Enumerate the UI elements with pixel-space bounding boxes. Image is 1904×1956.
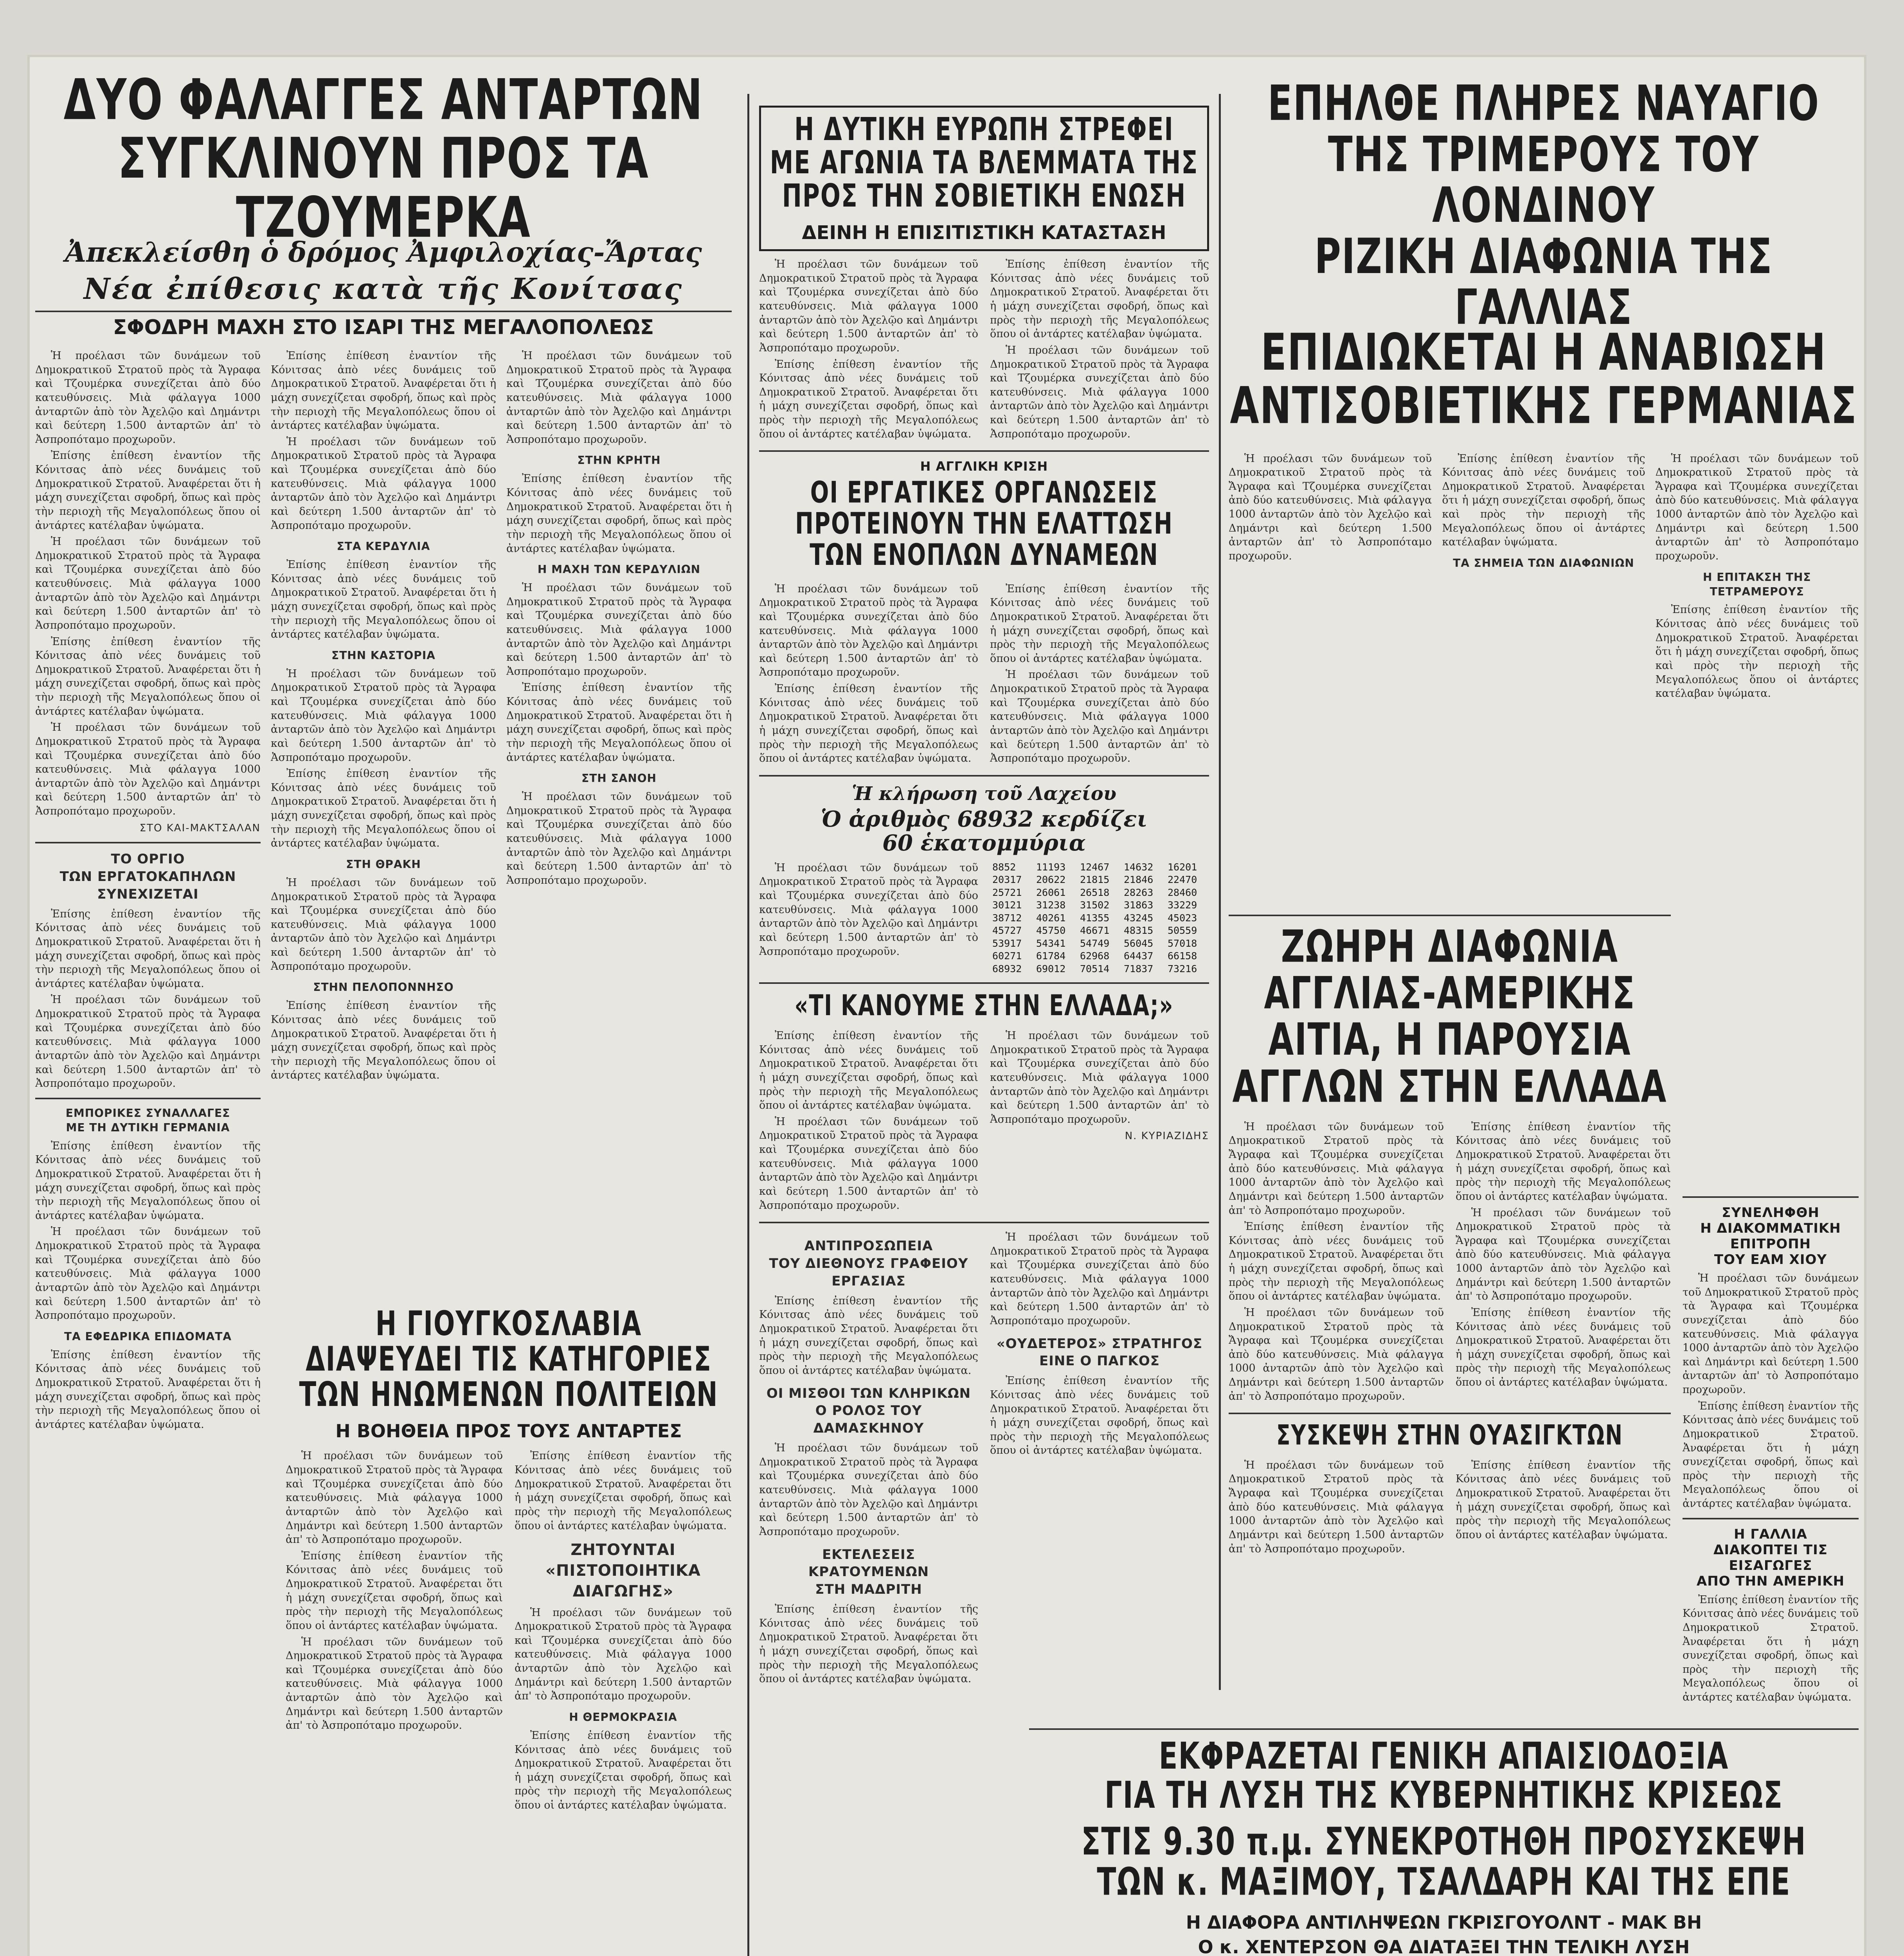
lottery-number: 21815 xyxy=(1080,874,1110,886)
story-column xyxy=(759,257,978,443)
headline-line: ΑΓΓΛΙΑΣ-ΑΜΕΡΙΚΗΣ xyxy=(1264,967,1636,1019)
story-column xyxy=(990,582,1209,768)
story-column xyxy=(1683,1593,1859,1704)
divider xyxy=(759,1222,1209,1223)
headline-line: ΤΗΣ ΤΡΙΜΕΡΟΥΣ ΤΟΥ ΛΟΝΔΙΝΟΥ xyxy=(1328,126,1760,234)
lottery-number: 48315 xyxy=(1124,925,1154,937)
lottery-number: 21846 xyxy=(1124,874,1154,886)
lottery-number: 66158 xyxy=(1168,950,1197,962)
story-column xyxy=(759,582,978,768)
paragraph: Ἡ προέλασι τῶν δυνάμεων τοῦ Δημοκρατικοῦ Στρατοῦ πρὸς τὰ Ἄγραφα καὶ Τζουμέρκα συνεχίζεται ἀπὸ δύο κατευθύνσεις. Μιὰ φάλαγγα 1000 ἀνταρτῶν ἀπὸ τὸν Ἀχελῷο καὶ Δημάντρι καὶ δεύτερη 1.500 ἀνταρτῶν ἀπ' τὸ Ἀσπροπόταμο προχωροῦν. xyxy=(271,667,496,764)
heading-line: Ο ΡΟΛΟΣ ΤΟΥ ΔΑΜΑΣΚΗΝΟΥ xyxy=(813,1403,924,1436)
paragraph: Ἡ προέλασι τῶν δυνάμεων τοῦ Δημοκρατικοῦ Στρατοῦ πρὸς τὰ Ἄγραφα καὶ Τζουμέρκα συνεχίζεται ἀπὸ δύο κατευθύνσεις. Μιὰ φάλαγγα 1000 ἀνταρτῶν ἀπὸ τὸν Ἀχελῷο καὶ Δημάντρι καὶ δεύτερη 1.500 ἀνταρτῶν ἀπ' τὸ Ἀσπροπόταμο προχωροῦν. xyxy=(759,582,978,679)
paragraph: Ἡ προέλασι τῶν δυνάμεων τοῦ Δημοκρατικοῦ Στρατοῦ πρὸς τὰ Ἄγραφα καὶ Τζουμέρκα συνεχίζεται ἀπὸ δύο κατευθύνσεις. Μιὰ φάλαγγα 1000 ἀνταρτῶν ἀπὸ τὸν Ἀχελῷο καὶ Δημάντρι καὶ δεύτερη 1.500 ἀνταρτῶν ἀπ' τὸ Ἀσπροπόταμο προχωροῦν. xyxy=(1456,1206,1671,1303)
paragraph: Ἡ προέλασι τῶν δυνάμεων τοῦ Δημοκρατικοῦ Στρατοῦ πρὸς τὰ Ἄγραφα καὶ Τζουμέρκα συνεχίζεται ἀπὸ δύο κατευθύνσεις. Μιὰ φάλαγγα 1000 ἀνταρτῶν ἀπὸ τὸν Ἀχελῷο καὶ Δημάντρι καὶ δεύτερη 1.500 ἀνταρτῶν ἀπ' τὸ Ἀσπροπόταμο προχωροῦν. xyxy=(990,1030,1209,1125)
headline-line: ΑΓΓΛΩΝ ΣΤΗΝ ΕΛΛΑΔΑ xyxy=(1232,1060,1667,1112)
laxeio-body xyxy=(759,861,1209,976)
paragraph: Ἐπίσης ἐπίθεση ἐναντίον τῆς Κόνιτσας ἀπὸ νέες δυνάμεις τοῦ Δημοκρατικοῦ Στρατοῦ. Ἀναφέρεται ὅτι ἡ μάχη συνεχίζεται σφοδρή, ὅπως καὶ πρὸς τὴν περιοχὴ τῆς Μεγαλοπόλεως ὅπου οἱ ἀντάρτες κατέλαβαν ὑψώματα. xyxy=(759,683,978,765)
left-banner: ΣΦΟΔΡΗ ΜΑΧΗ ΣΤΟ ΙΣΑΡΙ ΤΗΣ ΜΕΓΑΛΟΠΟΛΕΩΣ xyxy=(35,311,732,340)
section-heading: ΤΑ ΕΦΕΔΡΙΚΑ ΕΠΙΔΟΜΑΤΑ xyxy=(64,1330,232,1343)
paragraph: Ἐπίσης ἐπίθεση ἐναντίον τῆς Κόνιτσας ἀπὸ νέες δυνάμεις τοῦ Δημοκρατικοῦ Στρατοῦ. Ἀναφέρεται ὅτι ἡ μάχη συνεχίζεται σφοδρή, ὅπως καὶ πρὸς τὴν περιοχὴ τῆς Μεγαλοπόλεως ὅπου οἱ ἀντάρτες κατέλαβαν ὑψώματα. xyxy=(286,1550,503,1632)
divider xyxy=(759,775,1209,777)
headline-line: ΜΕ ΑΓΩΝΙΑ ΤΑ ΒΛΕΜΜΑΤΑ ΤΗΣ xyxy=(770,144,1199,182)
paragraph: Ἡ προέλασι τῶν δυνάμεων τοῦ Δημοκρατικοῦ Στρατοῦ πρὸς τὰ Ἄγραφα καὶ Τζουμέρκα συνεχίζεται ἀπὸ δύο κατευθύνσεις. Μιὰ φάλαγγα 1000 ἀνταρτῶν ἀπὸ τὸν Ἀχελῷο καὶ Δημάντρι καὶ δεύτερη 1.500 ἀνταρτῶν ἀπ' τὸ Ἀσπροπόταμο προχωροῦν. xyxy=(1229,1459,1444,1555)
paragraph: Ἐπίσης ἐπίθεση ἐναντίον τῆς Κόνιτσας ἀπὸ νέες δυνάμεις τοῦ Δημοκρατικοῦ Στρατοῦ. Ἀναφέρεται ὅτι ἡ μάχη συνεχίζεται σφοδρή, ὅπως καὶ πρὸς τὴν περιοχὴ τῆς Μεγαλοπόλεως ὅπου οἱ ἀντάρτες κατέλαβαν ὑψώματα. xyxy=(35,1140,261,1222)
paragraph: Ἐπίσης ἐπίθεση ἐναντίον τῆς Κόνιτσας ἀπὸ νέες δυνάμεις τοῦ Δημοκρατικοῦ Στρατοῦ. Ἀναφέρεται ὅτι ἡ μάχη συνεχίζεται σφοδρή, ὅπως καὶ πρὸς τὴν περιοχὴ τῆς Μεγαλοπόλεως ὅπου οἱ ἀντάρτες κατέλαβαν ὑψώματα. xyxy=(990,1375,1209,1457)
section-heading: ΣΤΗΝ ΚΡΗΤΗ xyxy=(577,454,661,467)
lottery-number: 26518 xyxy=(1080,886,1110,898)
lottery-number: 20622 xyxy=(1036,874,1066,886)
divider xyxy=(759,450,1209,452)
right-narrow-column xyxy=(1683,1189,1859,1707)
story-column xyxy=(35,349,261,1483)
middle-columns xyxy=(759,257,1209,443)
paragraph: Ἡ προέλασι τῶν δυνάμεων τοῦ Δημοκρατικοῦ Στρατοῦ πρὸς τὰ Ἄγραφα καὶ Τζουμέρκα συνεχίζεται ἀπὸ δύο κατευθύνσεις. Μιὰ φάλαγγα 1000 ἀνταρτῶν ἀπὸ τὸν Ἀχελῷο καὶ Δημάντρι καὶ δεύτερη 1.500 ἀνταρτῶν ἀπ' τὸ Ἀσπροπόταμο προχωροῦν. xyxy=(35,1226,261,1322)
section-heading xyxy=(759,1546,978,1599)
story-column xyxy=(286,1449,503,1814)
paragraph: Ἡ προέλασι τῶν δυνάμεων τοῦ Δημοκρατικοῦ Στρατοῦ πρὸς τὰ Ἄγραφα καὶ Τζουμέρκα συνεχίζεται ἀπὸ δύο κατευθύνσεις. Μιὰ φάλαγγα 1000 ἀνταρτῶν ἀπὸ τὸν Ἀχελῷο καὶ Δημάντρι καὶ δεύτερη 1.500 ἀνταρτῶν ἀπ' τὸ Ἀσπροπόταμο προχωροῦν. xyxy=(286,1636,503,1732)
lottery-number: 64437 xyxy=(1124,950,1154,962)
synelefsi-heading xyxy=(1683,1205,1859,1267)
divider xyxy=(35,842,261,843)
heading-line: ΕΜΠΟΡΙΚΕΣ ΣΥΝΑΛΛΑΓΕΣ xyxy=(65,1106,230,1120)
heading-line: ΤΟΥ ΔΙΕΘΝΟΥΣ ΓΡΑΦΕΙΟΥ xyxy=(769,1256,968,1271)
lottery-number: 38712 xyxy=(992,912,1022,924)
heading-line: ΑΝΤΙΠΡΟΣΩΠΕΙΑ xyxy=(804,1238,933,1254)
lottery-number: 28263 xyxy=(1124,886,1154,898)
paragraph: Ἐπίσης ἐπίθεση ἐναντίον τῆς Κόνιτσας ἀπὸ νέες δυνάμεις τοῦ Δημοκρατικοῦ Στρατοῦ. Ἀναφέρεται ὅτι ἡ μάχη συνεχίζεται σφοδρή, ὅπως καὶ πρὸς τὴν περιοχὴ τῆς Μεγαλοπόλεως ὅπου οἱ ἀντάρτες κατέλαβαν ὑψώματα. xyxy=(1456,1459,1671,1541)
paragraph: Ἐπίσης ἐπίθεση ἐναντίον τῆς Κόνιτσας ἀπὸ νέες δυνάμεις τοῦ Δημοκρατικοῦ Στρατοῦ. Ἀναφέρεται ὅτι ἡ μάχη συνεχίζεται σφοδρή, ὅπως καὶ πρὸς τὴν περιοχὴ τῆς Μεγαλοπόλεως ὅπου οἱ ἀντάρτες κατέλαβαν ὑψώματα. xyxy=(759,1603,978,1685)
paragraph: Ἡ προέλασι τῶν δυνάμεων τοῦ Δημοκρατικοῦ Στρατοῦ πρὸς τὰ Ἄγραφα καὶ Τζουμέρκα συνεχίζεται ἀπὸ δύο κατευθύνσεις. Μιὰ φάλαγγα 1000 ἀνταρτῶν ἀπὸ τὸν Ἀχελῷο καὶ Δημάντρι καὶ δεύτερη 1.500 ἀνταρτῶν ἀπ' τὸ Ἀσπροπόταμο προχωροῦν. xyxy=(759,258,978,354)
lottery-number: 50559 xyxy=(1168,925,1197,937)
paragraph: Ἡ προέλασι τῶν δυνάμεων τοῦ Δημοκρατικοῦ Στρατοῦ πρὸς τὰ Ἄγραφα καὶ Τζουμέρκα συνεχίζεται ἀπὸ δύο κατευθύνσεις. Μιὰ φάλαγγα 1000 ἀνταρτῶν ἀπὸ τὸν Ἀχελῷο καὶ Δημάντρι καὶ δεύτερη 1.500 ἀνταρτῶν ἀπ' τὸ Ἀσπροπόταμο προχωροῦν. xyxy=(515,1606,732,1703)
lottery-row xyxy=(990,950,1209,963)
lottery-number: 26061 xyxy=(1036,886,1066,898)
lottery-number: 61784 xyxy=(1036,950,1066,962)
crisis-headline xyxy=(1029,1734,1859,1817)
lottery-number: 12467 xyxy=(1080,861,1110,873)
signature: ΣΤΟ ΚΑΙ-ΜΑΚΤΣΑΛΑΝ xyxy=(139,822,261,834)
right-section xyxy=(1229,55,1859,1956)
lottery-number: 45727 xyxy=(992,925,1022,937)
story-column xyxy=(759,1230,978,1688)
story-column xyxy=(1656,452,1859,703)
paragraph: Ἡ προέλασι τῶν δυνάμεων τοῦ Δημοκρατικοῦ Στρατοῦ πρὸς τὰ Ἄγραφα καὶ Τζουμέρκα συνεχίζεται ἀπὸ δύο κατευθύνσεις. Μιὰ φάλαγγα 1000 ἀνταρτῶν ἀπὸ τὸν Ἀχελῷο καὶ Δημάντρι καὶ δεύτερη 1.500 ἀνταρτῶν ἀπ' τὸ Ἀσπροπόταμο προχωροῦν. xyxy=(1229,1120,1444,1217)
right-headline-2 xyxy=(1229,322,1859,435)
lottery-number: 54341 xyxy=(1036,937,1066,949)
paragraph: Ἐπίσης ἐπίθεση ἐναντίον τῆς Κόνιτσας ἀπὸ νέες δυνάμεις τοῦ Δημοκρατικοῦ Στρατοῦ. Ἀναφέρεται ὅτι ἡ μάχη συνεχίζεται σφοδρή, ὅπως καὶ πρὸς τὴν περιοχὴ τῆς Μεγαλοπόλεως ὅπου οἱ ἀντάρτες κατέλαβαν ὑψώματα. xyxy=(271,1000,496,1082)
lottery-number: 45023 xyxy=(1168,912,1197,924)
story-column xyxy=(1442,452,1645,703)
section-heading: ΣΤΗΝ ΚΑΣΤΟΡΙΑ xyxy=(331,649,436,662)
heading-line: «ΟΥΔΕΤΕΡΟΣ» ΣΤΡΑΤΗΓΟΣ xyxy=(996,1336,1203,1352)
divider xyxy=(1229,915,1671,916)
lottery-number: 31863 xyxy=(1124,899,1154,911)
story-column xyxy=(759,861,978,976)
heading-line: ΔΙΑΚΟΠΤΕΙ ΤΙΣ ΕΙΣΑΓΩΓΕΣ xyxy=(1713,1542,1828,1573)
heading-line: ΜΕ ΤΗ ΔΥΤΙΚΗ ΓΕΡΜΑΝΙΑ xyxy=(66,1121,230,1134)
lottery-number: 46671 xyxy=(1080,925,1110,937)
paragraph: Ἡ προέλασι τῶν δυνάμεων τοῦ Δημοκρατικοῦ Στρατοῦ πρὸς τὰ Ἄγραφα καὶ Τζουμέρκα συνεχίζεται ἀπὸ δύο κατευθύνσεις. Μιὰ φάλαγγα 1000 ἀνταρτῶν ἀπὸ τὸν Ἀχελῷο καὶ Δημάντρι καὶ δεύτερη 1.500 ἀνταρτῶν ἀπ' τὸ Ἀσπροπόταμο προχωροῦν. xyxy=(1683,1272,1859,1396)
lottery-number: 69012 xyxy=(1036,963,1066,974)
lottery-number: 33229 xyxy=(1168,899,1197,911)
lottery-number: 71837 xyxy=(1124,963,1154,974)
section-heading: ΤΑ ΣΗΜΕΙΑ ΤΩΝ ΔΙΑΦΩΝΙΩΝ xyxy=(1453,556,1634,570)
heading-line: ΕΡΓΑΣΙΑΣ xyxy=(831,1273,906,1289)
divider xyxy=(1229,1413,1671,1414)
lottery-number: 57018 xyxy=(1168,937,1197,949)
paragraph: Ἡ προέλασι τῶν δυνάμεων τοῦ Δημοκρατικοῦ Στρατοῦ πρὸς τὰ Ἄγραφα καὶ Τζουμέρκα συνεχίζεται ἀπὸ δύο κατευθύνσεις. Μιὰ φάλαγγα 1000 ἀνταρτῶν ἀπὸ τὸν Ἀχελῷο καὶ Δημάντρι καὶ δεύτερη 1.500 ἀνταρτῶν ἀπ' τὸ Ἀσπροπόταμο προχωροῦν. xyxy=(506,350,732,446)
gallia-heading xyxy=(1683,1526,1859,1589)
heading-line: ΕΚΤΕΛΕΣΕΙΣ xyxy=(822,1546,915,1562)
story-column xyxy=(990,257,1209,443)
yugoslavia-banner: Η ΒΟΗΘΕΙΑ ΠΡΟΣ ΤΟΥΣ ΑΝΤΑΡΤΕΣ xyxy=(335,1420,682,1442)
newspaper-page xyxy=(27,55,1866,1956)
left-headline-line: ΣΥΓΚΛΙΝΟΥΝ ΠΡΟΣ ΤΑ ΤΖΟΥΜΕΡΚΑ xyxy=(118,126,649,250)
lottery-number: 22470 xyxy=(1168,874,1197,886)
paragraph: Ἐπίσης ἐπίθεση ἐναντίον τῆς Κόνιτσας ἀπὸ νέες δυνάμεις τοῦ Δημοκρατικοῦ Στρατοῦ. Ἀναφέρεται ὅτι ἡ μάχη συνεχίζεται σφοδρή, ὅπως καὶ πρὸς τὴν περιοχὴ τῆς Μεγαλοπόλεως ὅπου οἱ ἀντάρτες κατέλαβαν ὑψώματα. xyxy=(1229,1221,1444,1303)
paragraph: Ἐπίσης ἐπίθεση ἐναντίον τῆς Κόνιτσας ἀπὸ νέες δυνάμεις τοῦ Δημοκρατικοῦ Στρατοῦ. Ἀναφέρεται ὅτι ἡ μάχη συνεχίζεται σφοδρή, ὅπως καὶ πρὸς τὴν περιοχὴ τῆς Μεγαλοπόλεως ὅπου οἱ ἀντάρτες κατέλαβαν ὑψώματα. xyxy=(515,1729,732,1812)
section-heading: ΣΤΗ ΣΑΝΟΗ xyxy=(581,772,657,785)
paragraph: Ἡ προέλασι τῶν δυνάμεων τοῦ Δημοκρατικοῦ Στρατοῦ πρὸς τὰ Ἄγραφα καὶ Τζουμέρκα συνεχίζεται ἀπὸ δύο κατευθύνσεις. Μιὰ φάλαγγα 1000 ἀνταρτῶν ἀπὸ τὸν Ἀχελῷο καὶ Δημάντρι καὶ δεύτερη 1.500 ἀνταρτῶν ἀπ' τὸ Ἀσπροπόταμο προχωροῦν. xyxy=(1229,1306,1444,1402)
paragraph: Ἐπίσης ἐπίθεση ἐναντίον τῆς Κόνιτσας ἀπὸ νέες δυνάμεις τοῦ Δημοκρατικοῦ Στρατοῦ. Ἀναφέρεται ὅτι ἡ μάχη συνεχίζεται σφοδρή, ὅπως καὶ πρὸς τὴν περιοχὴ τῆς Μεγαλοπόλεως ὅπου οἱ ἀντάρτες κατέλαβαν ὑψώματα. xyxy=(35,908,261,990)
paragraph: Ἐπίσης ἐπίθεση ἐναντίον τῆς Κόνιτσας ἀπὸ νέες δυνάμεις τοῦ Δημοκρατικοῦ Στρατοῦ. Ἀναφέρεται ὅτι ἡ μάχη συνεχίζεται σφοδρή, ὅπως καὶ πρὸς τὴν περιοχὴ τῆς Μεγαλοπόλεως ὅπου οἱ ἀντάρτες κατέλαβαν ὑψώματα. xyxy=(271,768,496,850)
headline-line: ΟΙ ΕΡΓΑΤΙΚΕΣ ΟΡΓΑΝΩΣΕΙΣ xyxy=(810,475,1158,510)
section-heading: Η ΕΠΙΤΑΚΣΗ ΤΗΣ ΤΕΤΡΑΜΕΡΟΥΣ xyxy=(1703,570,1811,598)
section-heading xyxy=(515,1540,732,1602)
paragraph: Ἐπίσης ἐπίθεση ἐναντίον τῆς Κόνιτσας ἀπὸ νέες δυνάμεις τοῦ Δημοκρατικοῦ Στρατοῦ. Ἀναφέρεται ὅτι ἡ μάχη συνεχίζεται σφοδρή, ὅπως καὶ πρὸς τὴν περιοχὴ τῆς Μεγαλοπόλεως ὅπου οἱ ἀντάρτες κατέλαβαν ὑψώματα. xyxy=(1655,604,1859,700)
story-column xyxy=(1229,452,1432,703)
lottery-row xyxy=(990,886,1209,899)
heading-line: Η ΓΑΛΛΙΑ xyxy=(1734,1526,1807,1542)
headline-line: ΕΠΗΛΘΕ ΠΛΗΡΕΣ ΝΑΥΑΓΙΟ xyxy=(1267,75,1820,132)
paragraph: Ἐπίσης ἐπίθεση ἐναντίον τῆς Κόνιτσας ἀπὸ νέες δυνάμεις τοῦ Δημοκρατικοῦ Στρατοῦ. Ἀναφέρεται ὅτι ἡ μάχη συνεχίζεται σφοδρή, ὅπως καὶ πρὸς τὴν περιοχὴ τῆς Μεγαλοπόλεως ὅπου οἱ ἀντάρτες κατέλαβαν ὑψώματα. xyxy=(759,1030,978,1112)
crisis-line: Ο κ. ΧΕΝΤΕΡΣΟΝ ΘΑ ΔΙΑΤΑΞΕΙ ΤΗΝ ΤΕΛΙΚΗ ΛΥΣΗ xyxy=(1198,1936,1690,1956)
paragraph: Ἡ προέλασι τῶν δυνάμεων τοῦ Δημοκρατικοῦ Στρατοῦ πρὸς τὰ Ἄγραφα καὶ Τζουμέρκα συνεχίζεται ἀπὸ δύο κατευθύνσεις. Μιὰ φάλαγγα 1000 ἀνταρτῶν ἀπὸ τὸν Ἀχελῷο καὶ Δημάντρι καὶ δεύτερη 1.500 ἀνταρτῶν ἀπ' τὸ Ἀσπροπόταμο προχωροῦν. xyxy=(286,1450,503,1546)
zoiri-headline xyxy=(1229,920,1671,1112)
paragraph: Ἡ προέλασι τῶν δυνάμεων τοῦ Δημοκρατικοῦ Στρατοῦ πρὸς τὰ Ἄγραφα καὶ Τζουμέρκα συνεχίζεται ἀπὸ δύο κατευθύνσεις. Μιὰ φάλαγγα 1000 ἀνταρτῶν ἀπὸ τὸν Ἀχελῷο καὶ Δημάντρι καὶ δεύτερη 1.500 ἀνταρτῶν ἀπ' τὸ Ἀσπροπόταμο προχωροῦν. xyxy=(271,435,496,532)
lottery-number: 60271 xyxy=(992,950,1022,962)
lottery-number: 14632 xyxy=(1124,861,1154,873)
lottery-number: 62968 xyxy=(1080,950,1110,962)
lottery-number: 25721 xyxy=(992,886,1022,898)
headline-line: ΔΙΑΨΕΥΔΕΙ ΤΙΣ ΚΑΤΗΓΟΡΙΕΣ xyxy=(306,1340,712,1379)
section-heading xyxy=(35,850,261,903)
syskepsi-headline: ΣΥΣΚΕΨΗ ΣΤΗΝ ΟΥΑΣΙΓΚΤΩΝ xyxy=(1276,1420,1623,1452)
paragraph: Ἐπίσης ἐπίθεση ἐναντίον τῆς Κόνιτσας ἀπὸ νέες δυνάμεις τοῦ Δημοκρατικοῦ Στρατοῦ. Ἀναφέρεται ὅτι ἡ μάχη συνεχίζεται σφοδρή, ὅπως καὶ πρὸς τὴν περιοχὴ τῆς Μεγαλοπόλεως ὅπου οἱ ἀντάρτες κατέλαβαν ὑψώματα. xyxy=(35,1348,261,1431)
lottery-number: 31238 xyxy=(1036,899,1066,911)
headline-line: ΓΙΑ ΤΗ ΛΥΣΗ ΤΗΣ ΚΥΒΕΡΝΗΤΙΚΗΣ ΚΡΙΣΕΩΣ xyxy=(1105,1773,1783,1817)
left-section xyxy=(35,55,732,1956)
paragraph: Ἡ προέλασι τῶν δυνάμεων τοῦ Δημοκρατικοῦ Στρατοῦ πρὸς τὰ Ἄγραφα καὶ Τζουμέρκα συνεχίζεται ἀπὸ δύο κατευθύνσεις. Μιὰ φάλαγγα 1000 ἀνταρτῶν ἀπὸ τὸν Ἀχελῷο καὶ Δημάντρι καὶ δεύτερη 1.500 ἀνταρτῶν ἀπ' τὸ Ἀσπροπόταμο προχωροῦν. xyxy=(759,1442,978,1538)
paragraph: Ἐπίσης ἐπίθεση ἐναντίον τῆς Κόνιτσας ἀπὸ νέες δυνάμεις τοῦ Δημοκρατικοῦ Στρατοῦ. Ἀναφέρεται ὅτι ἡ μάχη συνεχίζεται σφοδρή, ὅπως καὶ πρὸς τὴν περιοχὴ τῆς Μεγαλοπόλεως ὅπου οἱ ἀντάρτες κατέλαβαν ὑψώματα. xyxy=(35,635,261,717)
story-column xyxy=(1683,1271,1859,1511)
paragraph: Ἐπίσης ἐπίθεση ἐναντίον τῆς Κόνιτσας ἀπὸ νέες δυνάμεις τοῦ Δημοκρατικοῦ Στρατοῦ. Ἀναφέρεται ὅτι ἡ μάχη συνεχίζεται σφοδρή, ὅπως καὶ πρὸς τὴν περιοχὴ τῆς Μεγαλοπόλεως ὅπου οἱ ἀντάρτες κατέλαβαν ὑψώματα. xyxy=(271,350,496,432)
left-subhead: Ἀπεκλείσθη ὁ δρόμος Ἀμφιλοχίας-Ἄρτας xyxy=(65,236,702,268)
heading-line: Η ΔΙΑΚΟΜΜΑΤΙΚΗ ΕΠΙΤΡΟΠΗ xyxy=(1700,1221,1841,1252)
headline-line: ΑΝΤΙΣΟΒΙΕΤΙΚΗΣ ΓΕΡΜΑΝΙΑΣ xyxy=(1230,376,1857,435)
lottery-number: 43245 xyxy=(1124,912,1154,924)
middle-headline-box xyxy=(759,106,1209,251)
paragraph: Ἐπίσης ἐπίθεση ἐναντίον τῆς Κόνιτσας ἀπὸ νέες δυνάμεις τοῦ Δημοκρατικοῦ Στρατοῦ. Ἀναφέρεται ὅτι ἡ μάχη συνεχίζεται σφοδρή, ὅπως καὶ πρὸς τὴν περιοχὴ τῆς Μεγαλοπόλεως ὅπου οἱ ἀντάρτες κατέλαβαν ὑψώματα. xyxy=(1456,1306,1671,1388)
heading-line: ΟΙ ΜΙΣΘΟΙ ΤΩΝ ΚΛΗΡΙΚΩΝ xyxy=(766,1385,971,1401)
lottery-number: 53917 xyxy=(992,937,1022,949)
lottery-number: 28460 xyxy=(1168,886,1197,898)
lottery-row xyxy=(990,924,1209,937)
heading-line: ΣΥΝΕΛΗΦΘΗ xyxy=(1722,1205,1819,1221)
heading-line: ΤΩΝ ΕΡΓΑΤΟΚΑΠΗΛΩΝ xyxy=(59,868,236,885)
headline-line: ΡΙΖΙΚΗ ΔΙΑΦΩΝΙΑ ΤΗΣ ΓΑΛΛΙΑΣ xyxy=(1314,228,1773,336)
heading-line: ΑΠΟ ΤΗΝ ΑΜΕΡΙΚΗ xyxy=(1696,1573,1845,1589)
headline-line: ΤΩΝ ΗΝΩΜΕΝΩΝ ΠΟΛΙΤΕΙΩΝ xyxy=(299,1375,718,1415)
crisis-line: Η ΔΙΑΦΟΡΑ ΑΝΤΙΛΗΨΕΩΝ ΓΚΡΙΣΓΟΥΟΛΝΤ - ΜΑΚ ΒΗ xyxy=(1186,1912,1702,1933)
lottery-number: 41355 xyxy=(1080,912,1110,924)
zoiri-columns xyxy=(1229,1120,1671,1406)
headline-line: ΖΩΗΡΗ ΔΙΑΦΩΝΙΑ xyxy=(1281,920,1619,973)
paragraph: Ἐπίσης ἐπίθεση ἐναντίον τῆς Κόνιτσας ἀπὸ νέες δυνάμεις τοῦ Δημοκρατικοῦ Στρατοῦ. Ἀναφέρεται ὅτι ἡ μάχη συνεχίζεται σφοδρή, ὅπως καὶ πρὸς τὴν περιοχὴ τῆς Μεγαλοπόλεως ὅπου οἱ ἀντάρτες κατέλαβαν ὑψώματα. xyxy=(990,258,1209,340)
banner-line: Ὁ ἀριθμὸς 68932 κερδίζει xyxy=(821,806,1148,832)
section-heading: ΣΤΗ ΘΡΑΚΗ xyxy=(346,858,421,871)
lottery-number: 73216 xyxy=(1168,963,1197,974)
lottery-row xyxy=(990,861,1209,874)
section-heading xyxy=(990,1335,1209,1370)
middle-bottom-columns xyxy=(759,1230,1209,1688)
divider xyxy=(35,1098,261,1099)
middle-banner: ΔΕΙΝΗ Η ΕΠΙΣΙΤΙΣΤΙΚΗ ΚΑΤΑΣΤΑΣΗ xyxy=(802,222,1166,244)
heading-line: ΚΡΑΤΟΥΜΕΝΩΝ xyxy=(808,1564,929,1580)
section-heading xyxy=(35,1106,261,1135)
lottery-number: 8852 xyxy=(992,861,1016,873)
headline-line: Η ΓΙΟΥΓΚΟΣΛΑΒΙΑ xyxy=(375,1304,642,1344)
heading-line: «ΠΙΣΤΟΠΟΙΗΤΙΚΑ xyxy=(545,1562,701,1580)
left-headline-line: ΔΥΟ ΦΑΛΑΓΓΕΣ ΑΝΤΑΡΤΩΝ xyxy=(63,67,704,132)
paragraph: Ἐπίσης ἐπίθεση ἐναντίον τῆς Κόνιτσας ἀπὸ νέες δυνάμεις τοῦ Δημοκρατικοῦ Στρατοῦ. Ἀναφέρεται ὅτι ἡ μάχη συνεχίζεται σφοδρή, ὅπως καὶ πρὸς τὴν περιοχὴ τῆς Μεγαλοπόλεως ὅπου οἱ ἀντάρτες κατέλαβαν ὑψώματα. xyxy=(1442,452,1645,548)
headline-line: ΤΩΝ κ. ΜΑΞΙΜΟΥ, ΤΣΑΛΔΑΡΗ ΚΑΙ ΤΗΣ ΕΠΕ xyxy=(1097,1859,1791,1904)
paragraph: Ἡ προέλασι τῶν δυνάμεων τοῦ Δημοκρατικοῦ Στρατοῦ πρὸς τὰ Ἄγραφα καὶ Τζουμέρκα συνεχίζεται ἀπὸ δύο κατευθύνσεις. Μιὰ φάλαγγα 1000 ἀνταρτῶν ἀπὸ τὸν Ἀχελῷο καὶ Δημάντρι καὶ δεύτερη 1.500 ἀνταρτῶν ἀπ' τὸ Ἀσπροπόταμο προχωροῦν. xyxy=(759,1115,978,1212)
divider xyxy=(1683,1196,1859,1198)
yugoslavia-columns xyxy=(286,1449,732,1814)
headline-line: ΣΤΙΣ 9.30 π.μ. ΣΥΝΕΚΡΟΤΗΘΗ ΠΡΟΣΥΣΚΕΨΗ xyxy=(1081,1819,1807,1864)
paragraph: Ἡ προέλασι τῶν δυνάμεων τοῦ Δημοκρατικοῦ Στρατοῦ πρὸς τὰ Ἄγραφα καὶ Τζουμέρκα συνεχίζεται ἀπὸ δύο κατευθύνσεις. Μιὰ φάλαγγα 1000 ἀνταρτῶν ἀπὸ τὸν Ἀχελῷο καὶ Δημάντρι καὶ δεύτερη 1.500 ἀνταρτῶν ἀπ' τὸ Ἀσπροπόταμο προχωροῦν. xyxy=(35,721,261,818)
story-column xyxy=(515,1449,732,1814)
crisis-story xyxy=(1029,1721,1859,1956)
paragraph: Ἐπίσης ἐπίθεση ἐναντίον τῆς Κόνιτσας ἀπὸ νέες δυνάμεις τοῦ Δημοκρατικοῦ Στρατοῦ. Ἀναφέρεται ὅτι ἡ μάχη συνεχίζεται σφοδρή, ὅπως καὶ πρὸς τὴν περιοχὴ τῆς Μεγαλοπόλεως ὅπου οἱ ἀντάρτες κατέλαβαν ὑψώματα. xyxy=(990,582,1209,665)
divider xyxy=(1029,1728,1859,1730)
left-subhead: Νέα ἐπίθεσις κατὰ τῆς Κονίτσας xyxy=(83,272,684,306)
headline-line: ΤΩΝ ΕΝΟΠΛΩΝ ΔΥΝΑΜΕΩΝ xyxy=(810,538,1159,572)
paragraph: Ἡ προέλασι τῶν δυνάμεων τοῦ Δημοκρατικοῦ Στρατοῦ πρὸς τὰ Ἄγραφα καὶ Τζουμέρκα συνεχίζεται ἀπὸ δύο κατευθύνσεις. Μιὰ φάλαγγα 1000 ἀνταρτῶν ἀπὸ τὸν Ἀχελῷο καὶ Δημάντρι καὶ δεύτερη 1.500 ἀνταρτῶν ἀπ' τὸ Ἀσπροπόταμο προχωροῦν. xyxy=(1229,452,1432,562)
lottery-row xyxy=(990,912,1209,925)
story-column xyxy=(759,1029,978,1215)
paragraph: Ἡ προέλασι τῶν δυνάμεων τοῦ Δημοκρατικοῦ Στρατοῦ πρὸς τὰ Ἄγραφα καὶ Τζουμέρκα συνεχίζεται ἀπὸ δύο κατευθύνσεις. Μιὰ φάλαγγα 1000 ἀνταρτῶν ἀπὸ τὸν Ἀχελῷο καὶ Δημάντρι καὶ δεύτερη 1.500 ἀνταρτῶν ἀπ' τὸ Ἀσπροπόταμο προχωροῦν. xyxy=(35,536,261,631)
lottery-number: 70514 xyxy=(1080,963,1110,974)
paragraph: Ἐπίσης ἐπίθεση ἐναντίον τῆς Κόνιτσας ἀπὸ νέες δυνάμεις τοῦ Δημοκρατικοῦ Στρατοῦ. Ἀναφέρεται ὅτι ἡ μάχη συνεχίζεται σφοδρή, ὅπως καὶ πρὸς τὴν περιοχὴ τῆς Μεγαλοπόλεως ὅπου οἱ ἀντάρτες κατέλαβαν ὑψώματα. xyxy=(506,473,732,555)
paragraph: Ἐπίσης ἐπίθεση ἐναντίον τῆς Κόνιτσας ἀπὸ νέες δυνάμεις τοῦ Δημοκρατικοῦ Στρατοῦ. Ἀναφέρεται ὅτι ἡ μάχη συνεχίζεται σφοδρή, ὅπως καὶ πρὸς τὴν περιοχὴ τῆς Μεγαλοπόλεως ὅπου οἱ ἀντάρτες κατέλαβαν ὑψώματα. xyxy=(515,1450,732,1532)
paragraph: Ἡ προέλασι τῶν δυνάμεων τοῦ Δημοκρατικοῦ Στρατοῦ πρὸς τὰ Ἄγραφα καὶ Τζουμέρκα συνεχίζεται ἀπὸ δύο κατευθύνσεις. Μιὰ φάλαγγα 1000 ἀνταρτῶν ἀπὸ τὸν Ἀχελῷο καὶ Δημάντρι καὶ δεύτερη 1.500 ἀνταρτῶν ἀπ' τὸ Ἀσπροπόταμο προχωροῦν. xyxy=(990,1231,1209,1327)
right-headline xyxy=(1229,75,1859,336)
paragraph: Ἡ προέλασι τῶν δυνάμεων τοῦ Δημοκρατικοῦ Στρατοῦ πρὸς τὰ Ἄγραφα καὶ Τζουμέρκα συνεχίζεται ἀπὸ δύο κατευθύνσεις. Μιὰ φάλαγγα 1000 ἀνταρτῶν ἀπὸ τὸν Ἀχελῷο καὶ Δημάντρι καὶ δεύτερη 1.500 ἀνταρτῶν ἀπ' τὸ Ἀσπροπόταμο προχωροῦν. xyxy=(990,344,1209,440)
signature: Ν. ΚΥΡΙΑΖΙΔΗΣ xyxy=(1125,1130,1209,1142)
section-heading: ΣΤΗΝ ΠΕΛΟΠΟΝΝΗΣΟ xyxy=(313,981,454,994)
headline-line: ΕΚΦΡΑΖΕΤΑΙ ΓΕΝΙΚΗ ΑΠΑΙΣΙΟΔΟΞΙΑ xyxy=(1159,1734,1729,1778)
paragraph: Ἡ προέλασι τῶν δυνάμεων τοῦ Δημοκρατικοῦ Στρατοῦ πρὸς τὰ Ἄγραφα καὶ Τζουμέρκα συνεχίζεται ἀπὸ δύο κατευθύνσεις. Μιὰ φάλαγγα 1000 ἀνταρτῶν ἀπὸ τὸν Ἀχελῷο καὶ Δημάντρι καὶ δεύτερη 1.500 ἀνταρτῶν ἀπ' τὸ Ἀσπροπόταμο προχωροῦν. xyxy=(506,791,732,886)
lottery-row xyxy=(990,963,1209,976)
heading-line: ΤΟ ΟΡΓΙΟ xyxy=(111,851,185,867)
banner-line: 60 ἑκατομμύρια xyxy=(882,830,1086,856)
lottery-number: 68932 xyxy=(992,963,1022,974)
paragraph: Ἡ προέλασι τῶν δυνάμεων τοῦ Δημοκρατικοῦ Στρατοῦ πρὸς τὰ Ἄγραφα καὶ Τζουμέρκα συνεχίζεται ἀπὸ δύο κατευθύνσεις. Μιὰ φάλαγγα 1000 ἀνταρτῶν ἀπὸ τὸν Ἀχελῷο καὶ Δημάντρι καὶ δεύτερη 1.500 ἀνταρτῶν ἀπ' τὸ Ἀσπροπόταμο προχωροῦν. xyxy=(35,350,261,446)
section-heading: Η ΜΑΧΗ ΤΩΝ ΚΕΡΔΥΛΙΩΝ xyxy=(537,563,701,576)
section-heading: ΣΤΑ ΚΕΡΔΥΛΙΑ xyxy=(337,540,430,553)
story-column xyxy=(1456,1458,1671,1558)
paragraph: Ἐπίσης ἐπίθεση ἐναντίον τῆς Κόνιτσας ἀπὸ νέες δυνάμεις τοῦ Δημοκρατικοῦ Στρατοῦ. Ἀναφέρεται ὅτι ἡ μάχη συνεχίζεται σφοδρή, ὅπως καὶ πρὸς τὴν περιοχὴ τῆς Μεγαλοπόλεως ὅπου οἱ ἀντάρτες κατέλαβαν ὑψώματα. xyxy=(506,681,732,764)
lottery-table xyxy=(990,861,1209,976)
paragraph: Ἐπίσης ἐπίθεση ἐναντίον τῆς Κόνιτσας ἀπὸ νέες δυνάμεις τοῦ Δημοκρατικοῦ Στρατοῦ. Ἀναφέρεται ὅτι ἡ μάχη συνεχίζεται σφοδρή, ὅπως καὶ πρὸς τὴν περιοχὴ τῆς Μεγαλοπόλεως ὅπου οἱ ἀντάρτες κατέλαβαν ὑψώματα. xyxy=(271,559,496,641)
paragraph: Ἡ προέλασι τῶν δυνάμεων τοῦ Δημοκρατικοῦ Στρατοῦ πρὸς τὰ Ἄγραφα καὶ Τζουμέρκα συνεχίζεται ἀπὸ δύο κατευθύνσεις. Μιὰ φάλαγγα 1000 ἀνταρτῶν ἀπὸ τὸν Ἀχελῷο καὶ Δημάντρι καὶ δεύτερη 1.500 ἀνταρτῶν ἀπ' τὸ Ἀσπροπόταμο προχωροῦν. xyxy=(271,876,496,973)
yugoslavia-headline xyxy=(286,1304,732,1415)
lottery-row xyxy=(990,937,1209,950)
lottery-number: 31502 xyxy=(1080,899,1110,911)
lottery-row xyxy=(990,899,1209,912)
column-rule xyxy=(1219,94,1221,1690)
story-column xyxy=(1229,1120,1444,1406)
section-heading: Η ΘΕΡΜΟΚΡΑΣΙΑ xyxy=(569,1710,677,1724)
ergatikes-columns xyxy=(759,582,1209,768)
section-heading xyxy=(759,1237,978,1290)
section-heading: Η ΑΓΓΛΙΚΗ ΚΡΙΣΗ xyxy=(920,459,1048,474)
paragraph: Ἐπίσης ἐπίθεση ἐναντίον τῆς Κόνιτσας ἀπὸ νέες δυνάμεις τοῦ Δημοκρατικοῦ Στρατοῦ. Ἀναφέρεται ὅτι ἡ μάχη συνεχίζεται σφοδρή, ὅπως καὶ πρὸς τὴν περιοχὴ τῆς Μεγαλοπόλεως ὅπου οἱ ἀντάρτες κατέλαβαν ὑψώματα. xyxy=(1683,1593,1859,1703)
section-heading xyxy=(759,1385,978,1438)
heading-line: ΤΟΥ ΕΑΜ ΧΙΟΥ xyxy=(1714,1252,1827,1267)
lottery-number: 54749 xyxy=(1080,937,1110,949)
laxeio-banner xyxy=(759,807,1209,856)
paragraph: Ἡ προέλασι τῶν δυνάμεων τοῦ Δημοκρατικοῦ Στρατοῦ πρὸς τὰ Ἄγραφα καὶ Τζουμέρκα συνεχίζεται ἀπὸ δύο κατευθύνσεις. Μιὰ φάλαγγα 1000 ἀνταρτῶν ἀπὸ τὸν Ἀχελῷο καὶ Δημάντρι καὶ δεύτερη 1.500 ἀνταρτῶν ἀπ' τὸ Ἀσπροπόταμο προχωροῦν. xyxy=(759,861,978,958)
middle-section xyxy=(759,55,1209,1956)
lottery-numbers xyxy=(990,861,1209,976)
kanoume-headline: «ΤΙ ΚΑΝΟΥΜΕ ΣΤΗΝ ΕΛΛΑΔΑ;» xyxy=(794,989,1174,1022)
story-column xyxy=(990,1230,1209,1688)
lottery-number: 56045 xyxy=(1124,937,1154,949)
heading-line: ΣΤΗ ΜΑΔΡΙΤΗ xyxy=(815,1582,922,1598)
story-column xyxy=(990,1029,1209,1215)
paragraph: Ἐπίσης ἐπίθεση ἐναντίον τῆς Κόνιτσας ἀπὸ νέες δυνάμεις τοῦ Δημοκρατικοῦ Στρατοῦ. Ἀναφέρεται ὅτι ἡ μάχη συνεχίζεται σφοδρή, ὅπως καὶ πρὸς τὴν περιοχὴ τῆς Μεγαλοπόλεως ὅπου οἱ ἀντάρτες κατέλαβαν ὑψώματα. xyxy=(759,1294,978,1377)
paragraph: Ἡ προέλασι τῶν δυνάμεων τοῦ Δημοκρατικοῦ Στρατοῦ πρὸς τὰ Ἄγραφα καὶ Τζουμέρκα συνεχίζεται ἀπὸ δύο κατευθύνσεις. Μιὰ φάλαγγα 1000 ἀνταρτῶν ἀπὸ τὸν Ἀχελῷο καὶ Δημάντρι καὶ δεύτερη 1.500 ἀνταρτῶν ἀπ' τὸ Ἀσπροπόταμο προχωροῦν. xyxy=(990,669,1209,765)
paragraph: Ἐπίσης ἐπίθεση ἐναντίον τῆς Κόνιτσας ἀπὸ νέες δυνάμεις τοῦ Δημοκρατικοῦ Στρατοῦ. Ἀναφέρεται ὅτι ἡ μάχη συνεχίζεται σφοδρή, ὅπως καὶ πρὸς τὴν περιοχὴ τῆς Μεγαλοπόλεως ὅπου οἱ ἀντάρτες κατέλαβαν ὑψώματα. xyxy=(35,449,261,532)
yugoslavia-story xyxy=(286,1304,732,1815)
heading-line: ΣΥΝΕΧΙΖΕΤΑΙ xyxy=(97,886,199,902)
paragraph: Ἡ προέλασι τῶν δυνάμεων τοῦ Δημοκρατικοῦ Στρατοῦ πρὸς τὰ Ἄγραφα καὶ Τζουμέρκα συνεχίζεται ἀπὸ δύο κατευθύνσεις. Μιὰ φάλαγγα 1000 ἀνταρτῶν ἀπὸ τὸν Ἀχελῷο καὶ Δημάντρι καὶ δεύτερη 1.500 ἀνταρτῶν ἀπ' τὸ Ἀσπροπόταμο προχωροῦν. xyxy=(1655,452,1859,562)
lottery-number: 45750 xyxy=(1036,925,1066,937)
laxeio-heading: Ἡ κλήρωση τοῦ Λαχείου xyxy=(851,782,1117,805)
syskepsi-columns xyxy=(1229,1458,1671,1558)
paragraph: Ἡ προέλασι τῶν δυνάμεων τοῦ Δημοκρατικοῦ Στρατοῦ πρὸς τὰ Ἄγραφα καὶ Τζουμέρκα συνεχίζεται ἀπὸ δύο κατευθύνσεις. Μιὰ φάλαγγα 1000 ἀνταρτῶν ἀπὸ τὸν Ἀχελῷο καὶ Δημάντρι καὶ δεύτερη 1.500 ἀνταρτῶν ἀπ' τὸ Ἀσπροπόταμο προχωροῦν. xyxy=(506,582,732,678)
headline-line: Η ΔΥΤΙΚΗ ΕΥΡΩΠΗ ΣΤΡΕΦΕΙ xyxy=(794,111,1174,148)
story-column xyxy=(1229,1458,1444,1558)
heading-line: ΖΗΤΟΥΝΤΑΙ xyxy=(570,1541,676,1559)
lottery-row xyxy=(990,874,1209,886)
lottery-number: 20317 xyxy=(992,874,1022,886)
headline-line: ΕΠΙΔΙΩΚΕΤΑΙ Η ΑΝΑΒΙΩΣΗ xyxy=(1261,322,1827,382)
divider xyxy=(1683,1518,1859,1519)
heading-line: ΔΙΑΓΩΓΗΣ» xyxy=(572,1582,674,1600)
kanoume-columns xyxy=(759,1029,1209,1215)
crisis-subheadline xyxy=(1029,1819,1859,1904)
lottery-number: 30121 xyxy=(992,899,1022,911)
left-headline xyxy=(35,67,732,250)
headline-line: ΠΡΟΤΕΙΝΟΥΝ ΤΗΝ ΕΛΑΤΤΩΣΗ xyxy=(795,507,1173,541)
paragraph: Ἐπίσης ἐπίθεση ἐναντίον τῆς Κόνιτσας ἀπὸ νέες δυνάμεις τοῦ Δημοκρατικοῦ Στρατοῦ. Ἀναφέρεται ὅτι ἡ μάχη συνεχίζεται σφοδρή, ὅπως καὶ πρὸς τὴν περιοχὴ τῆς Μεγαλοπόλεως ὅπου οἱ ἀντάρτες κατέλαβαν ὑψώματα. xyxy=(759,358,978,440)
paragraph: Ἐπίσης ἐπίθεση ἐναντίον τῆς Κόνιτσας ἀπὸ νέες δυνάμεις τοῦ Δημοκρατικοῦ Στρατοῦ. Ἀναφέρεται ὅτι ἡ μάχη συνεχίζεται σφοδρή, ὅπως καὶ πρὸς τὴν περιοχὴ τῆς Μεγαλοπόλεως ὅπου οἱ ἀντάρτες κατέλαβαν ὑψώματα. xyxy=(1456,1120,1671,1203)
divider xyxy=(759,982,1209,984)
headline-line: ΠΡΟΣ ΤΗΝ ΣΟΒΙΕΤΙΚΗ ΕΝΩΣΗ xyxy=(782,177,1186,215)
story-column xyxy=(1456,1120,1671,1406)
headline-line: ΑΙΤΙΑ, Η ΠΑΡΟΥΣΙΑ xyxy=(1268,1014,1631,1066)
lottery-number: 40261 xyxy=(1036,912,1066,924)
paragraph: Ἡ προέλασι τῶν δυνάμεων τοῦ Δημοκρατικοῦ Στρατοῦ πρὸς τὰ Ἄγραφα καὶ Τζουμέρκα συνεχίζεται ἀπὸ δύο κατευθύνσεις. Μιὰ φάλαγγα 1000 ἀνταρτῶν ἀπὸ τὸν Ἀχελῷο καὶ Δημάντρι καὶ δεύτερη 1.500 ἀνταρτῶν ἀπ' τὸ Ἀσπροπόταμο προχωροῦν. xyxy=(35,994,261,1090)
middle-headline xyxy=(765,113,1203,213)
paragraph: Ἐπίσης ἐπίθεση ἐναντίον τῆς Κόνιτσας ἀπὸ νέες δυνάμεις τοῦ Δημοκρατικοῦ Στρατοῦ. Ἀναφέρεται ὅτι ἡ μάχη συνεχίζεται σφοδρή, ὅπως καὶ πρὸς τὴν περιοχὴ τῆς Μεγαλοπόλεως ὅπου οἱ ἀντάρτες κατέλαβαν ὑψώματα. xyxy=(1683,1400,1859,1510)
lottery-number: 11193 xyxy=(1036,861,1066,873)
ergatikes-headline xyxy=(759,475,1209,572)
heading-line: ΕΙΝΕ Ο ΠΑΓΚΟΣ xyxy=(1039,1353,1160,1369)
right-columns xyxy=(1229,452,1859,703)
lottery-number: 16201 xyxy=(1168,861,1197,873)
zoiri-story xyxy=(1229,908,1671,1558)
column-rule xyxy=(747,94,749,1956)
